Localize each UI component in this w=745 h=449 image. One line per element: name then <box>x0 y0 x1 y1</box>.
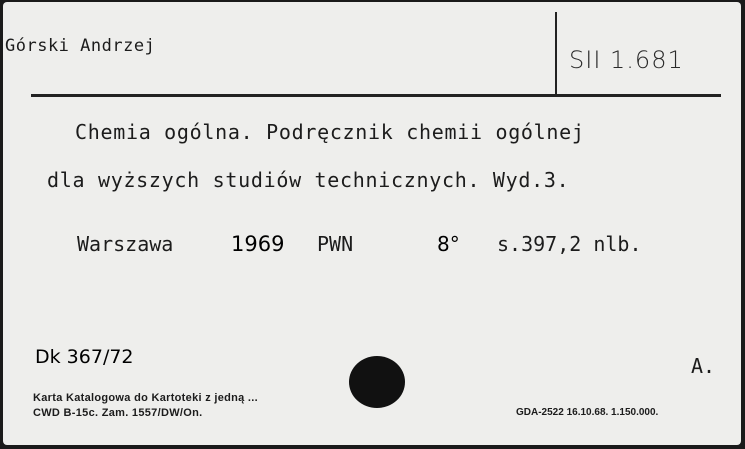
classmark: Dk 367/72 <box>35 346 134 368</box>
header-vertical-rule <box>555 12 557 96</box>
page-count: s.397,2 nlb. <box>497 232 642 256</box>
author-name: Górski Andrzej <box>5 36 156 56</box>
publisher: PWN <box>317 232 354 256</box>
shelfmark: SII 1.681 <box>569 46 684 74</box>
punch-hole <box>349 356 405 408</box>
catalog-card <box>3 2 741 445</box>
book-format: 8° <box>437 232 460 256</box>
print-code: GDA-2522 16.10.68. 1.150.000. <box>516 407 659 418</box>
header-horizontal-rule <box>31 94 721 97</box>
card-letter: A. <box>691 354 716 378</box>
footer-line-2: CWD B-15c. Zam. 1557/DW/On. <box>33 407 203 419</box>
publication-place: Warszawa <box>77 232 174 256</box>
title-line-1: Chemia ogólna. Podręcznik chemii ogólnej <box>75 120 585 144</box>
publication-year: 1969 <box>231 232 285 256</box>
title-line-2: dla wyższych studiów technicznych. Wyd.3. <box>47 168 570 192</box>
footer-line-1: Karta Katalogowa do Kartoteki z jedną ... <box>33 392 259 404</box>
